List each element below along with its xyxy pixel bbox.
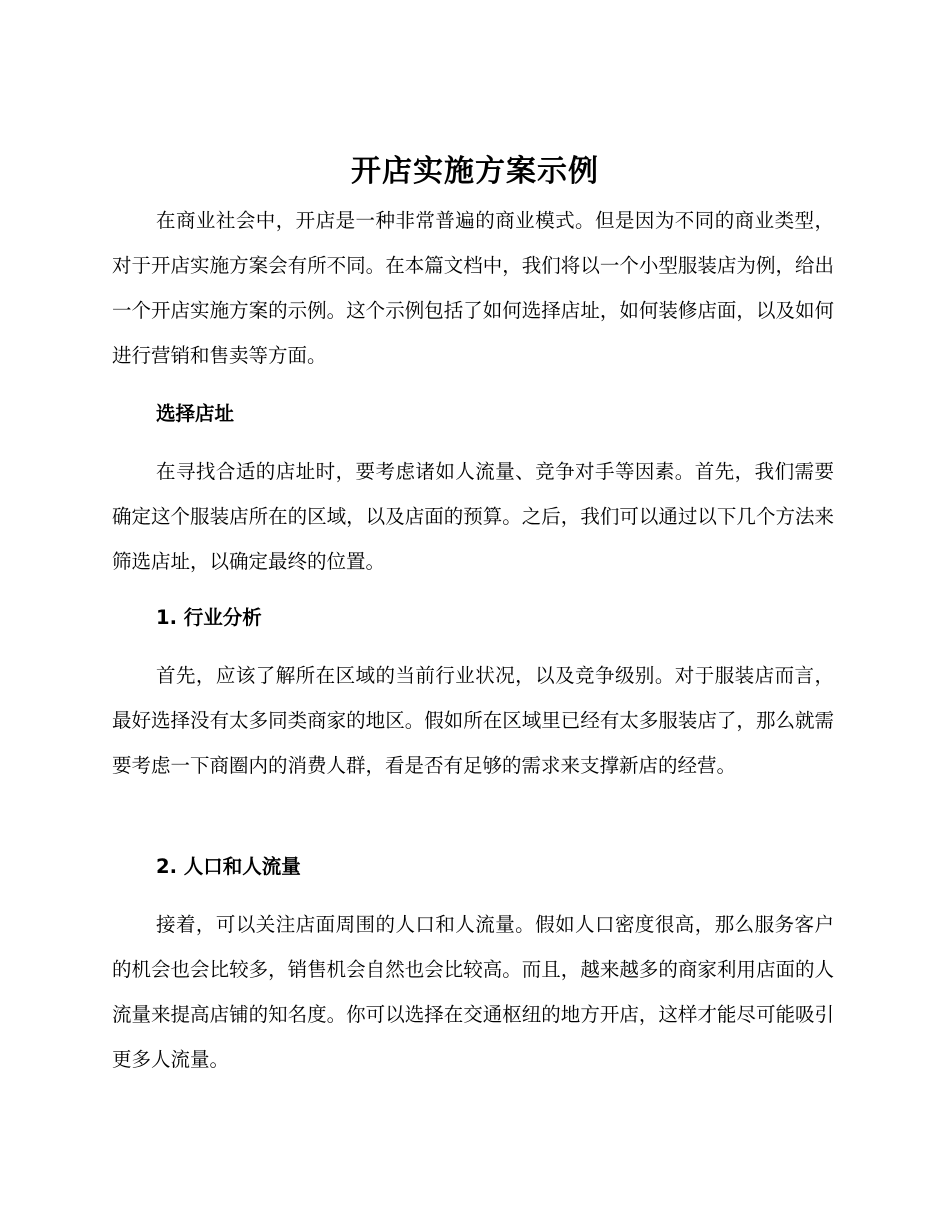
section-body-select-location: 在寻找合适的店址时，要考虑诸如人流量、竞争对手等因素。首先，我们需要确定这个服装店所在的区域，以及店面的预算。之后，我们可以通过以下几个方法来筛选店址，以确定最终的位置。	[112, 460, 834, 573]
section-body-population-traffic: 接着，可以关注店面周围的人口和人流量。假如人口密度很高，那么服务客户的机会也会比较多，销售机会自然也会比较高。而且，越来越多的商家利用店面的人流量来提高店铺的知名度。你可以选择在交通枢纽的地方开店，这样才能尽可能吸引更多人流量。	[112, 913, 834, 1071]
section-heading-select-location: 选择店址	[156, 402, 235, 425]
document-title: 开店实施方案示例	[351, 154, 599, 189]
section-body-industry-analysis: 首先，应该了解所在区域的当前行业状况，以及竞争级别。对于服装店而言，最好选择没有太多同类商家的地区。假如所在区域里已经有太多服装店了，那么就需要考虑一下商圈内的消费人群，看是否有足够的需求来支撑新店的经营。	[112, 664, 834, 777]
intro-paragraph: 在商业社会中，开店是一种非常普遍的商业模式。但是因为不同的商业类型，对于开店实施方案会有所不同。在本篇文档中，我们将以一个小型服装店为例，给出一个开店实施方案的示例。这个示例包括了如何选择店址，如何装修店面，以及如何进行营销和售卖等方面。	[112, 209, 834, 367]
section-heading-industry-analysis: 1. 行业分析	[156, 606, 262, 629]
section-heading-population-traffic: 2. 人口和人流量	[156, 855, 301, 878]
